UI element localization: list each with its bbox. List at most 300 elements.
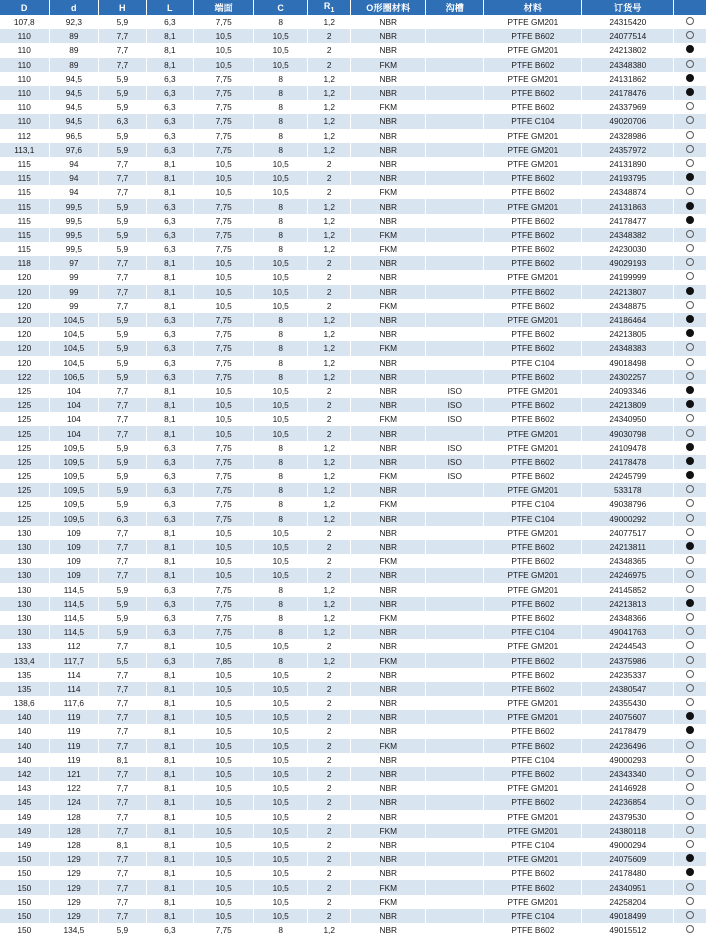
cell-d: 99,5 xyxy=(49,242,99,256)
cell-symbol xyxy=(674,597,706,611)
column-header-end-face: 端面 xyxy=(194,0,254,15)
cell-oring-material: NBR xyxy=(351,313,426,327)
cell-material: PTFE GM201 xyxy=(484,781,582,795)
cell-L: 8,1 xyxy=(146,795,193,809)
cell-symbol xyxy=(674,157,706,171)
cell-d: 104 xyxy=(49,384,99,398)
cell-d: 114,5 xyxy=(49,611,99,625)
column-header-oring-material: O形圈材料 xyxy=(351,0,426,15)
cell-end-face: 7,75 xyxy=(194,455,254,469)
cell-R1: 1,2 xyxy=(308,370,351,384)
column-header-D: D xyxy=(0,0,49,15)
cell-material: PTFE GM201 xyxy=(484,143,582,157)
open-circle-icon xyxy=(686,60,694,68)
cell-oring-material: NBR xyxy=(351,114,426,128)
open-circle-icon xyxy=(686,911,694,919)
cell-symbol xyxy=(674,270,706,284)
cell-D: 150 xyxy=(0,909,49,923)
cell-H: 7,7 xyxy=(99,767,146,781)
table-row xyxy=(0,852,706,866)
cell-D: 120 xyxy=(0,270,49,284)
cell-D: 115 xyxy=(0,157,49,171)
cell-oring-material: NBR xyxy=(351,597,426,611)
cell-H: 7,7 xyxy=(99,909,146,923)
table-row xyxy=(0,214,706,228)
cell-R1: 1,2 xyxy=(308,86,351,100)
cell-end-face: 7,75 xyxy=(194,242,254,256)
cell-order-number: 24213805 xyxy=(582,327,674,341)
cell-end-face: 10,5 xyxy=(194,412,254,426)
cell-material: PTFE B602 xyxy=(484,554,582,568)
cell-end-face: 10,5 xyxy=(194,895,254,909)
cell-R1: 1,2 xyxy=(308,583,351,597)
table-row xyxy=(0,895,706,909)
cell-groove xyxy=(426,895,484,909)
cell-symbol xyxy=(674,781,706,795)
cell-end-face: 10,5 xyxy=(194,398,254,412)
cell-d: 109,5 xyxy=(49,497,99,511)
cell-D: 145 xyxy=(0,795,49,809)
table-row xyxy=(0,639,706,653)
cell-C: 10,5 xyxy=(254,299,308,313)
cell-C: 10,5 xyxy=(254,866,308,880)
cell-R1: 2 xyxy=(308,724,351,738)
cell-L: 6,3 xyxy=(146,653,193,667)
cell-material: PTFE B602 xyxy=(484,285,582,299)
cell-groove xyxy=(426,611,484,625)
cell-L: 8,1 xyxy=(146,384,193,398)
cell-oring-material: NBR xyxy=(351,810,426,824)
cell-H: 7,7 xyxy=(99,810,146,824)
cell-symbol xyxy=(674,313,706,327)
cell-symbol xyxy=(674,356,706,370)
cell-symbol xyxy=(674,880,706,894)
cell-symbol xyxy=(674,526,706,540)
cell-D: 110 xyxy=(0,72,49,86)
cell-L: 8,1 xyxy=(146,696,193,710)
cell-oring-material: FKM xyxy=(351,185,426,199)
cell-H: 7,7 xyxy=(99,29,146,43)
cell-groove xyxy=(426,583,484,597)
cell-oring-material: NBR xyxy=(351,72,426,86)
cell-C: 10,5 xyxy=(254,29,308,43)
cell-D: 110 xyxy=(0,114,49,128)
table-row xyxy=(0,356,706,370)
column-header-R1 xyxy=(308,0,351,15)
cell-R1: 1,2 xyxy=(308,625,351,639)
cell-end-face: 10,5 xyxy=(194,58,254,72)
cell-H: 5,9 xyxy=(99,129,146,143)
cell-H: 7,7 xyxy=(99,299,146,313)
cell-symbol xyxy=(674,483,706,497)
cell-R1: 2 xyxy=(308,880,351,894)
table-row xyxy=(0,412,706,426)
cell-groove xyxy=(426,100,484,114)
cell-d: 94,5 xyxy=(49,100,99,114)
filled-circle-icon xyxy=(686,542,694,550)
cell-symbol xyxy=(674,299,706,313)
cell-C: 10,5 xyxy=(254,185,308,199)
cell-end-face: 7,75 xyxy=(194,512,254,526)
cell-D: 143 xyxy=(0,781,49,795)
filled-circle-icon xyxy=(686,74,694,82)
open-circle-icon xyxy=(686,840,694,848)
cell-R1: 1,2 xyxy=(308,313,351,327)
cell-oring-material: NBR xyxy=(351,398,426,412)
cell-d: 94 xyxy=(49,185,99,199)
open-circle-icon xyxy=(686,698,694,706)
cell-groove xyxy=(426,285,484,299)
cell-end-face: 10,5 xyxy=(194,554,254,568)
cell-material: PTFE GM201 xyxy=(484,313,582,327)
cell-groove xyxy=(426,824,484,838)
cell-symbol xyxy=(674,100,706,114)
cell-d: 97 xyxy=(49,256,99,270)
cell-groove xyxy=(426,86,484,100)
cell-order-number: 24315420 xyxy=(582,15,674,29)
cell-R1: 1,2 xyxy=(308,214,351,228)
cell-oring-material: NBR xyxy=(351,710,426,724)
cell-D: 140 xyxy=(0,710,49,724)
cell-C: 10,5 xyxy=(254,526,308,540)
filled-circle-icon xyxy=(686,726,694,734)
cell-R1: 1,2 xyxy=(308,497,351,511)
cell-H: 7,7 xyxy=(99,157,146,171)
cell-order-number: 49020706 xyxy=(582,114,674,128)
filled-circle-icon xyxy=(686,315,694,323)
cell-L: 8,1 xyxy=(146,909,193,923)
filled-circle-icon xyxy=(686,45,694,53)
cell-L: 8,1 xyxy=(146,270,193,284)
open-circle-icon xyxy=(686,797,694,805)
cell-C: 10,5 xyxy=(254,824,308,838)
cell-D: 115 xyxy=(0,171,49,185)
cell-D: 122 xyxy=(0,370,49,384)
cell-d: 92,3 xyxy=(49,15,99,29)
cell-L: 8,1 xyxy=(146,285,193,299)
filled-circle-icon xyxy=(686,471,694,479)
cell-R1: 1,2 xyxy=(308,327,351,341)
open-circle-icon xyxy=(686,670,694,678)
cell-R1: 1,2 xyxy=(308,228,351,242)
cell-R1: 1,2 xyxy=(308,242,351,256)
table-row xyxy=(0,228,706,242)
cell-symbol xyxy=(674,58,706,72)
cell-R1: 2 xyxy=(308,739,351,753)
cell-d: 114,5 xyxy=(49,597,99,611)
cell-d: 119 xyxy=(49,724,99,738)
cell-C: 8 xyxy=(254,625,308,639)
cell-oring-material: FKM xyxy=(351,739,426,753)
cell-order-number: 24246975 xyxy=(582,568,674,582)
table-row xyxy=(0,370,706,384)
cell-L: 8,1 xyxy=(146,852,193,866)
table-row xyxy=(0,512,706,526)
cell-symbol xyxy=(674,171,706,185)
cell-order-number: 24186464 xyxy=(582,313,674,327)
table-row xyxy=(0,384,706,398)
cell-D: 149 xyxy=(0,810,49,824)
cell-d: 104,5 xyxy=(49,313,99,327)
cell-oring-material: FKM xyxy=(351,497,426,511)
cell-material: PTFE B602 xyxy=(484,668,582,682)
cell-C: 8 xyxy=(254,653,308,667)
cell-groove xyxy=(426,682,484,696)
cell-H: 5,9 xyxy=(99,199,146,213)
cell-D: 125 xyxy=(0,398,49,412)
table-row xyxy=(0,923,706,937)
cell-oring-material: NBR xyxy=(351,426,426,440)
cell-groove: ISO xyxy=(426,384,484,398)
cell-order-number: 24328986 xyxy=(582,129,674,143)
cell-symbol xyxy=(674,838,706,852)
cell-R1: 2 xyxy=(308,554,351,568)
cell-groove xyxy=(426,185,484,199)
cell-H: 7,7 xyxy=(99,384,146,398)
cell-L: 6,3 xyxy=(146,129,193,143)
cell-C: 10,5 xyxy=(254,668,308,682)
cell-C: 8 xyxy=(254,512,308,526)
cell-order-number: 24340951 xyxy=(582,880,674,894)
cell-end-face: 10,5 xyxy=(194,384,254,398)
cell-oring-material: NBR xyxy=(351,214,426,228)
cell-symbol xyxy=(674,696,706,710)
cell-groove xyxy=(426,426,484,440)
cell-L: 8,1 xyxy=(146,540,193,554)
cell-symbol xyxy=(674,512,706,526)
cell-groove xyxy=(426,72,484,86)
cell-oring-material: NBR xyxy=(351,356,426,370)
cell-oring-material: NBR xyxy=(351,724,426,738)
cell-C: 10,5 xyxy=(254,157,308,171)
cell-material: PTFE B602 xyxy=(484,469,582,483)
cell-R1: 2 xyxy=(308,185,351,199)
cell-H: 5,9 xyxy=(99,441,146,455)
cell-order-number: 49000293 xyxy=(582,753,674,767)
cell-D: 142 xyxy=(0,767,49,781)
cell-oring-material: NBR xyxy=(351,909,426,923)
cell-R1: 1,2 xyxy=(308,483,351,497)
cell-R1: 2 xyxy=(308,540,351,554)
open-circle-icon xyxy=(686,272,694,280)
table-row xyxy=(0,157,706,171)
cell-R1: 2 xyxy=(308,398,351,412)
cell-groove xyxy=(426,852,484,866)
cell-order-number: 24343340 xyxy=(582,767,674,781)
open-circle-icon xyxy=(686,187,694,195)
cell-groove xyxy=(426,270,484,284)
cell-end-face: 10,5 xyxy=(194,29,254,43)
cell-material: PTFE GM201 xyxy=(484,568,582,582)
cell-D: 125 xyxy=(0,469,49,483)
cell-d: 124 xyxy=(49,795,99,809)
cell-d: 129 xyxy=(49,895,99,909)
open-circle-icon xyxy=(686,783,694,791)
cell-end-face: 10,5 xyxy=(194,724,254,738)
cell-d: 109,5 xyxy=(49,455,99,469)
cell-d: 121 xyxy=(49,767,99,781)
cell-symbol xyxy=(674,384,706,398)
cell-end-face: 10,5 xyxy=(194,753,254,767)
cell-C: 10,5 xyxy=(254,739,308,753)
cell-D: 110 xyxy=(0,29,49,43)
table-row xyxy=(0,15,706,29)
cell-groove xyxy=(426,242,484,256)
cell-oring-material: NBR xyxy=(351,696,426,710)
cell-order-number: 24348382 xyxy=(582,228,674,242)
cell-oring-material: NBR xyxy=(351,86,426,100)
cell-L: 8,1 xyxy=(146,739,193,753)
column-header-order-number: 订货号 xyxy=(582,0,674,15)
cell-R1: 1,2 xyxy=(308,512,351,526)
cell-L: 6,3 xyxy=(146,625,193,639)
cell-d: 104,5 xyxy=(49,341,99,355)
cell-end-face: 10,5 xyxy=(194,668,254,682)
cell-D: 125 xyxy=(0,426,49,440)
cell-end-face: 7,75 xyxy=(194,143,254,157)
open-circle-icon xyxy=(686,358,694,366)
table-row xyxy=(0,398,706,412)
open-circle-icon xyxy=(686,755,694,763)
open-circle-icon xyxy=(686,925,694,933)
filled-circle-icon xyxy=(686,173,694,181)
cell-material: PTFE B602 xyxy=(484,256,582,270)
cell-H: 7,7 xyxy=(99,540,146,554)
cell-d: 129 xyxy=(49,852,99,866)
cell-L: 6,3 xyxy=(146,15,193,29)
cell-L: 6,3 xyxy=(146,143,193,157)
cell-d: 109,5 xyxy=(49,512,99,526)
cell-C: 10,5 xyxy=(254,58,308,72)
cell-material: PTFE B602 xyxy=(484,866,582,880)
cell-D: 125 xyxy=(0,412,49,426)
table-row xyxy=(0,441,706,455)
cell-symbol xyxy=(674,114,706,128)
cell-oring-material: NBR xyxy=(351,370,426,384)
cell-end-face: 7,75 xyxy=(194,129,254,143)
cell-D: 130 xyxy=(0,625,49,639)
cell-order-number: 49038796 xyxy=(582,497,674,511)
cell-R1: 1,2 xyxy=(308,341,351,355)
cell-groove xyxy=(426,554,484,568)
cell-R1: 2 xyxy=(308,171,351,185)
cell-material: PTFE GM201 xyxy=(484,15,582,29)
cell-C: 10,5 xyxy=(254,753,308,767)
cell-H: 7,7 xyxy=(99,795,146,809)
cell-C: 10,5 xyxy=(254,909,308,923)
cell-order-number: 49000292 xyxy=(582,512,674,526)
cell-D: 115 xyxy=(0,214,49,228)
cell-d: 89 xyxy=(49,58,99,72)
cell-L: 6,3 xyxy=(146,313,193,327)
cell-D: 120 xyxy=(0,327,49,341)
cell-material: PTFE B602 xyxy=(484,299,582,313)
cell-H: 7,7 xyxy=(99,526,146,540)
open-circle-icon xyxy=(686,102,694,110)
cell-end-face: 10,5 xyxy=(194,781,254,795)
cell-end-face: 10,5 xyxy=(194,852,254,866)
cell-order-number: 24075607 xyxy=(582,710,674,724)
cell-order-number: 24348874 xyxy=(582,185,674,199)
cell-R1: 2 xyxy=(308,710,351,724)
cell-L: 6,3 xyxy=(146,597,193,611)
cell-C: 10,5 xyxy=(254,384,308,398)
cell-groove xyxy=(426,781,484,795)
cell-order-number: 24258204 xyxy=(582,895,674,909)
cell-symbol xyxy=(674,710,706,724)
cell-order-number: 24375986 xyxy=(582,653,674,667)
cell-end-face: 10,5 xyxy=(194,838,254,852)
cell-L: 6,3 xyxy=(146,441,193,455)
cell-R1: 2 xyxy=(308,696,351,710)
cell-R1: 1,2 xyxy=(308,100,351,114)
cell-oring-material: FKM xyxy=(351,228,426,242)
open-circle-icon xyxy=(686,641,694,649)
cell-oring-material: NBR xyxy=(351,270,426,284)
cell-end-face: 7,75 xyxy=(194,583,254,597)
cell-L: 8,1 xyxy=(146,824,193,838)
cell-symbol xyxy=(674,824,706,838)
cell-d: 119 xyxy=(49,710,99,724)
cell-order-number: 24077514 xyxy=(582,29,674,43)
cell-L: 6,3 xyxy=(146,356,193,370)
cell-L: 8,1 xyxy=(146,810,193,824)
cell-material: PTFE GM201 xyxy=(484,441,582,455)
cell-C: 10,5 xyxy=(254,895,308,909)
cell-groove xyxy=(426,597,484,611)
cell-order-number: 49018499 xyxy=(582,909,674,923)
cell-d: 89 xyxy=(49,43,99,57)
cell-material: PTFE C104 xyxy=(484,356,582,370)
cell-material: PTFE B602 xyxy=(484,767,582,781)
cell-d: 117,6 xyxy=(49,696,99,710)
cell-d: 109 xyxy=(49,554,99,568)
cell-oring-material: NBR xyxy=(351,753,426,767)
cell-d: 94 xyxy=(49,171,99,185)
cell-symbol xyxy=(674,228,706,242)
cell-C: 8 xyxy=(254,86,308,100)
cell-order-number: 24131890 xyxy=(582,157,674,171)
cell-H: 5,9 xyxy=(99,597,146,611)
column-header-d: d xyxy=(49,0,99,15)
cell-oring-material: FKM xyxy=(351,469,426,483)
cell-R1: 2 xyxy=(308,909,351,923)
cell-H: 5,9 xyxy=(99,356,146,370)
filled-circle-icon xyxy=(686,329,694,337)
table-row xyxy=(0,540,706,554)
cell-order-number: 49015512 xyxy=(582,923,674,937)
cell-L: 8,1 xyxy=(146,43,193,57)
column-header-R1-base: R xyxy=(323,1,331,12)
cell-d: 129 xyxy=(49,866,99,880)
cell-d: 109,5 xyxy=(49,441,99,455)
cell-groove xyxy=(426,767,484,781)
cell-D: 130 xyxy=(0,540,49,554)
cell-C: 8 xyxy=(254,341,308,355)
cell-D: 130 xyxy=(0,597,49,611)
cell-H: 7,7 xyxy=(99,398,146,412)
cell-d: 99,5 xyxy=(49,199,99,213)
cell-C: 10,5 xyxy=(254,285,308,299)
cell-order-number: 24131862 xyxy=(582,72,674,86)
table-body xyxy=(0,15,706,937)
cell-H: 7,7 xyxy=(99,781,146,795)
cell-groove xyxy=(426,668,484,682)
cell-material: PTFE B602 xyxy=(484,795,582,809)
cell-oring-material: FKM xyxy=(351,880,426,894)
table-row xyxy=(0,341,706,355)
cell-groove xyxy=(426,810,484,824)
